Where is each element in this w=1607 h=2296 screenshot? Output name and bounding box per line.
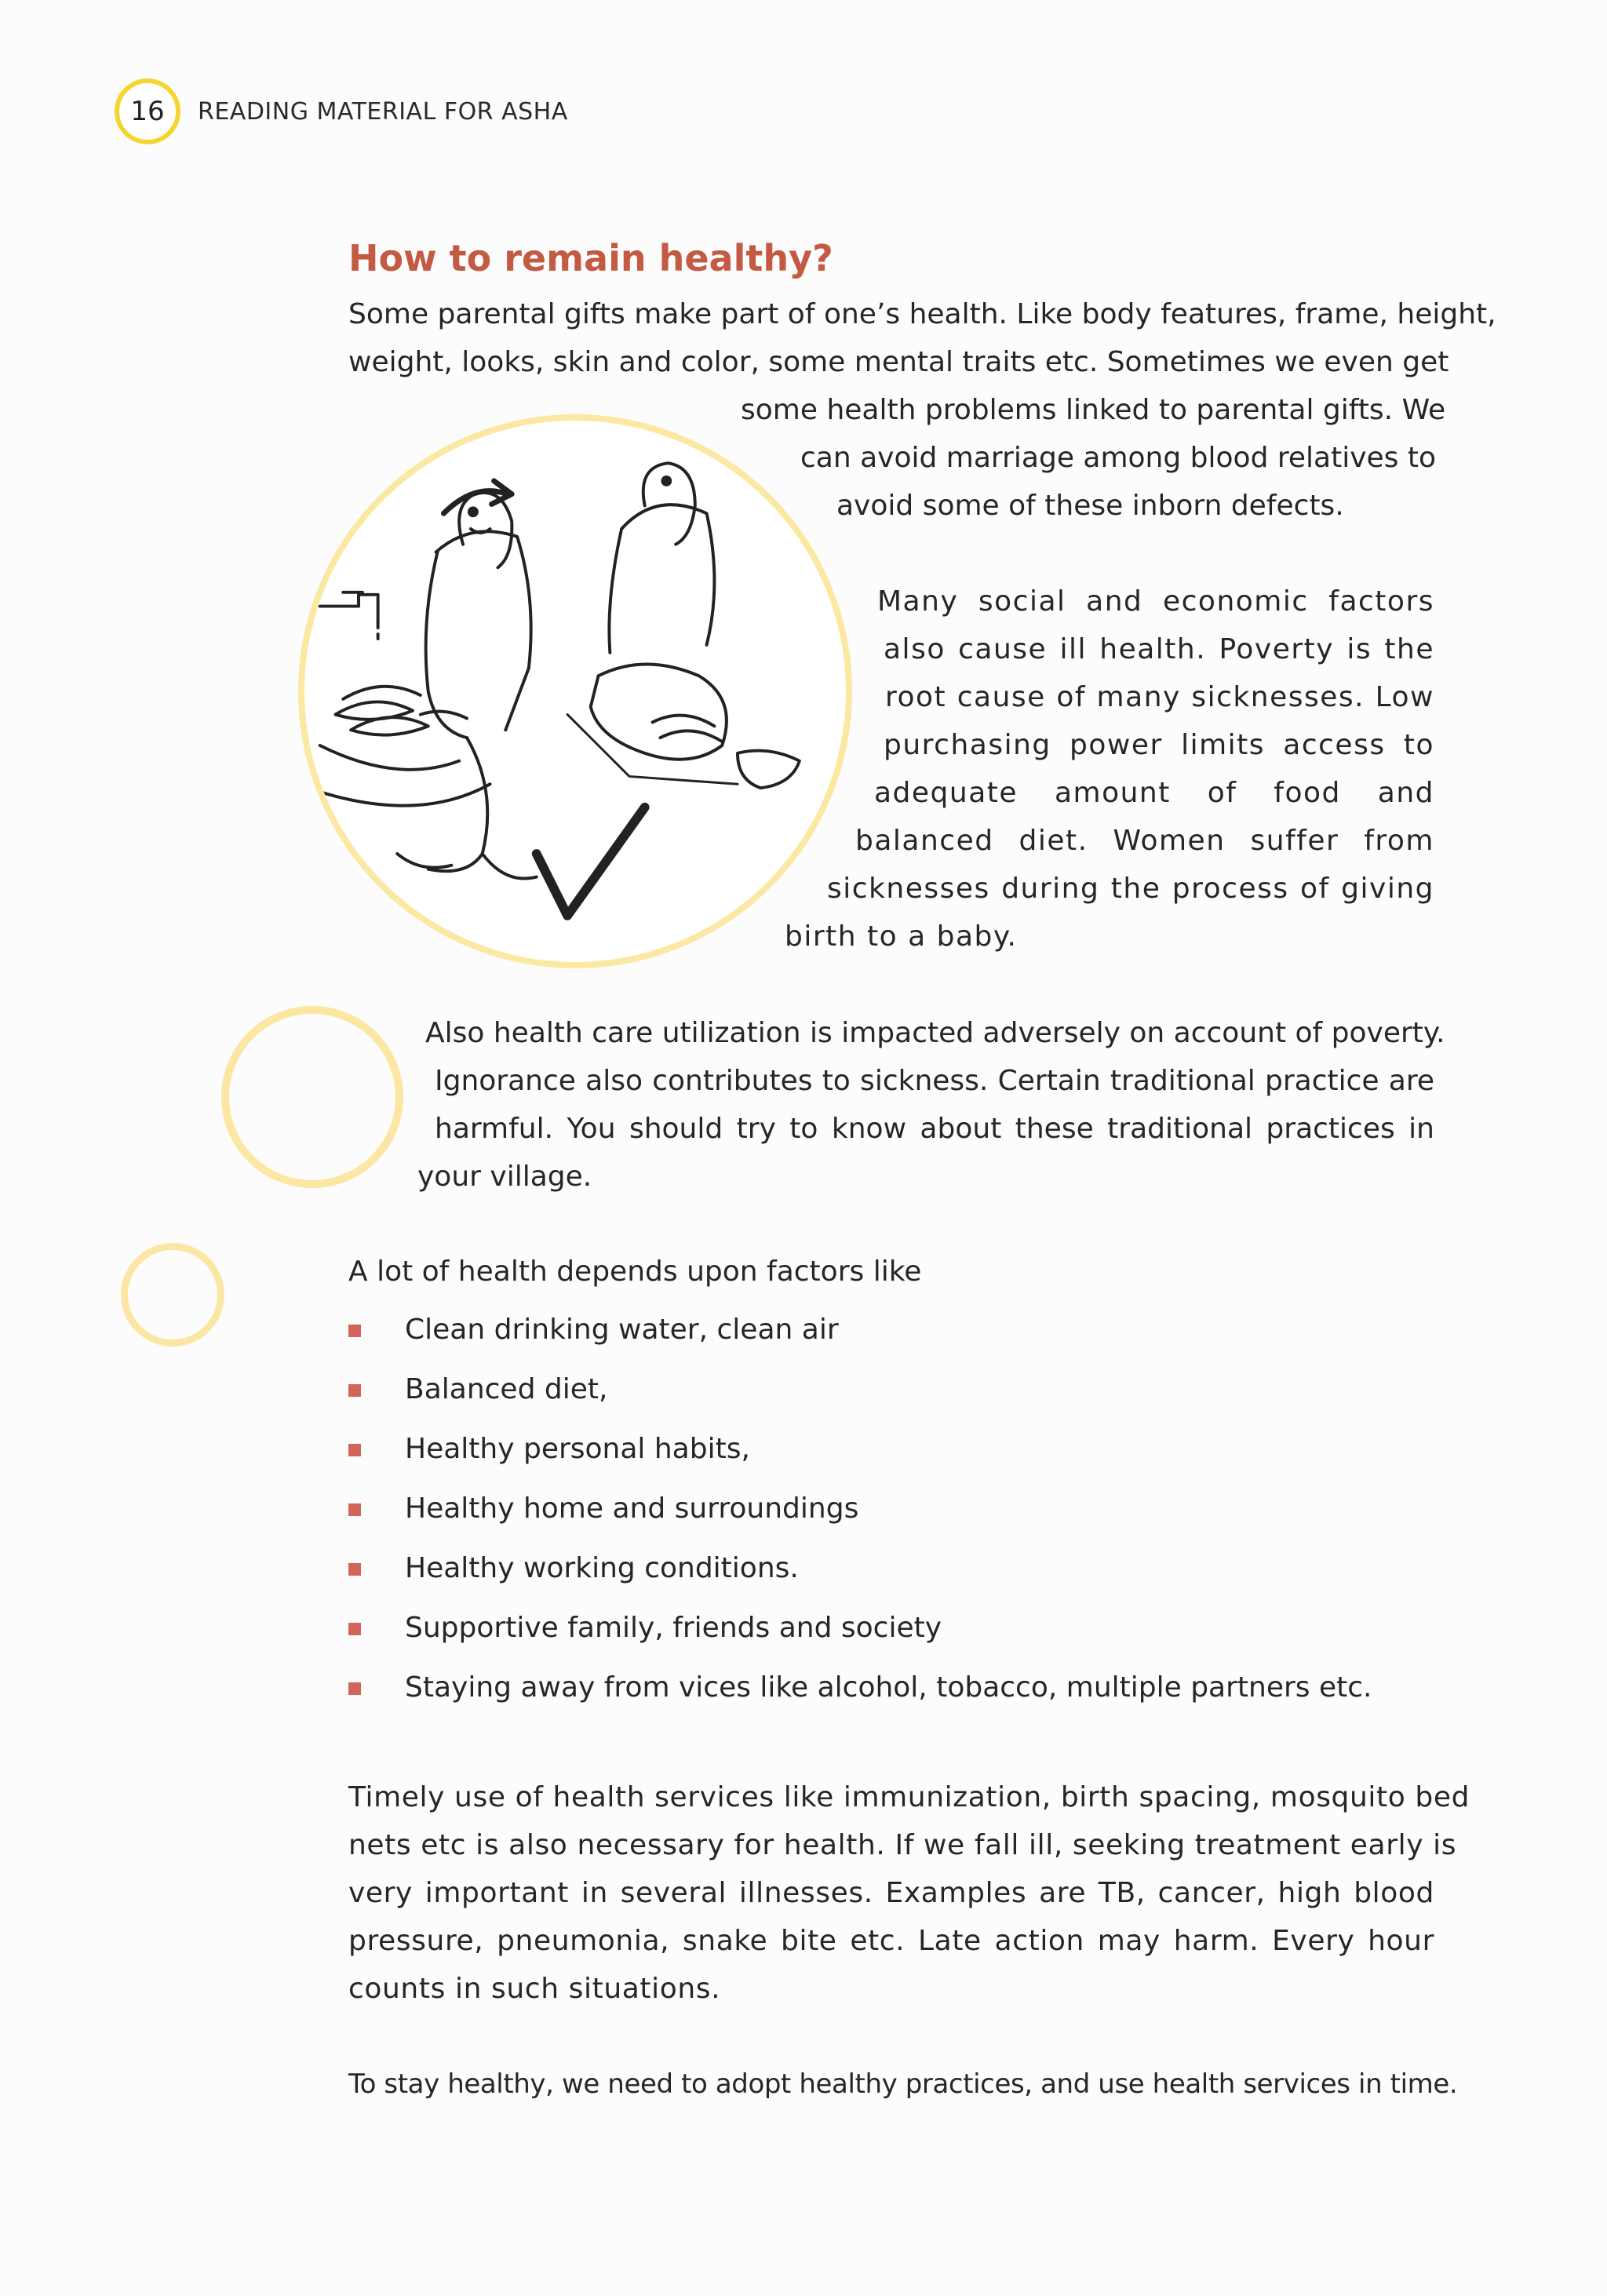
paragraph-social-factors [785, 578, 1434, 960]
paragraph-line: pressure, pneumonia, snake bite etc. Late action may harm. Every hour [348, 1925, 1434, 1957]
paragraph-line: can avoid marriage among blood relatives to [800, 442, 1436, 474]
decorative-ring [221, 1006, 403, 1188]
list-intro-text: A lot of health depends upon factors like [348, 1256, 922, 1288]
paragraph-line: weight, looks, skin and color, some mental traits etc. Sometimes we even get [348, 346, 1449, 378]
list-item [348, 1425, 1372, 1485]
paragraph-line: also cause ill health. Poverty is the [884, 633, 1434, 665]
bullet-square-icon [348, 1623, 361, 1635]
list-item [348, 1664, 1372, 1723]
running-title: READING MATERIAL FOR ASHA [198, 97, 568, 126]
list-item-text: Healthy personal habits, [405, 1433, 750, 1465]
list-item-text: Clean drinking water, clean air [405, 1314, 839, 1346]
list-item [348, 1485, 1372, 1544]
paragraph-line: very important in several illnesses. Examples are TB, cancer, high blood [348, 1877, 1434, 1909]
paragraph-line: birth to a baby. [785, 920, 1018, 953]
illustration-washing-vegetables [298, 414, 852, 968]
paragraph-line: purchasing power limits access to [884, 729, 1434, 761]
paragraph-line: adequate amount of food and [874, 777, 1434, 809]
section-heading: How to remain healthy? [348, 237, 833, 279]
list-item [348, 1306, 1372, 1365]
paragraph-line: your village. [417, 1161, 592, 1193]
paragraph-line: Ignorance also contributes to sickness. Certain traditional practice are [435, 1065, 1434, 1097]
list-item [348, 1604, 1372, 1664]
health-factors-list [348, 1306, 1372, 1723]
bullet-square-icon [348, 1325, 361, 1337]
list-item-text: Healthy home and surroundings [405, 1492, 859, 1525]
bullet-square-icon [348, 1384, 361, 1397]
bullet-square-icon [348, 1503, 361, 1516]
list-item-text: Staying away from vices like alcohol, tobacco, multiple partners etc. [405, 1671, 1372, 1704]
illustration-drawing [304, 421, 846, 962]
page-number: 16 [115, 78, 180, 144]
page-header [115, 74, 568, 149]
list-item [348, 1544, 1372, 1604]
decorative-ring [121, 1243, 224, 1347]
paragraph-line: avoid some of these inborn defects. [836, 490, 1344, 522]
paragraph-line: balanced diet. Women suffer from [855, 825, 1434, 857]
list-item-text: Balanced diet, [405, 1373, 608, 1405]
closing-sentence: To stay healthy, we need to adopt healthy practices, and use health services in time. [348, 2068, 1458, 2100]
paragraph-line: Timely use of health services like immunization, birth spacing, mosquito bed [348, 1781, 1470, 1813]
paragraph-health-services [348, 1773, 1470, 2013]
list-intro [348, 1248, 921, 1296]
paragraph-line: Some parental gifts make part of one’s health. Like body features, frame, height, [348, 298, 1496, 330]
paragraph-line: nets etc is also necessary for health. If we fall ill, seeking treatment early is [348, 1829, 1457, 1861]
paragraph-line: counts in such situations. [348, 1973, 721, 2005]
paragraph-line: sicknesses during the process of giving [827, 873, 1434, 905]
list-item [348, 1365, 1372, 1425]
paragraph-poverty [417, 1009, 1445, 1201]
paragraph-line: some health problems linked to parental gifts. We [741, 394, 1446, 426]
paragraph-line: Also health care utilization is impacted adversely on account of poverty. [425, 1017, 1445, 1049]
paragraph-line: root cause of many sicknesses. Low [885, 681, 1434, 713]
bullet-square-icon [348, 1563, 361, 1576]
bullet-square-icon [348, 1444, 361, 1456]
list-item-text: Healthy working conditions. [405, 1552, 799, 1584]
paragraph-line: Many social and economic factors [877, 585, 1434, 618]
paragraph-line: harmful. You should try to know about these traditional practices in [435, 1113, 1434, 1145]
list-item-text: Supportive family, friends and society [405, 1612, 942, 1644]
bullet-square-icon [348, 1682, 361, 1695]
